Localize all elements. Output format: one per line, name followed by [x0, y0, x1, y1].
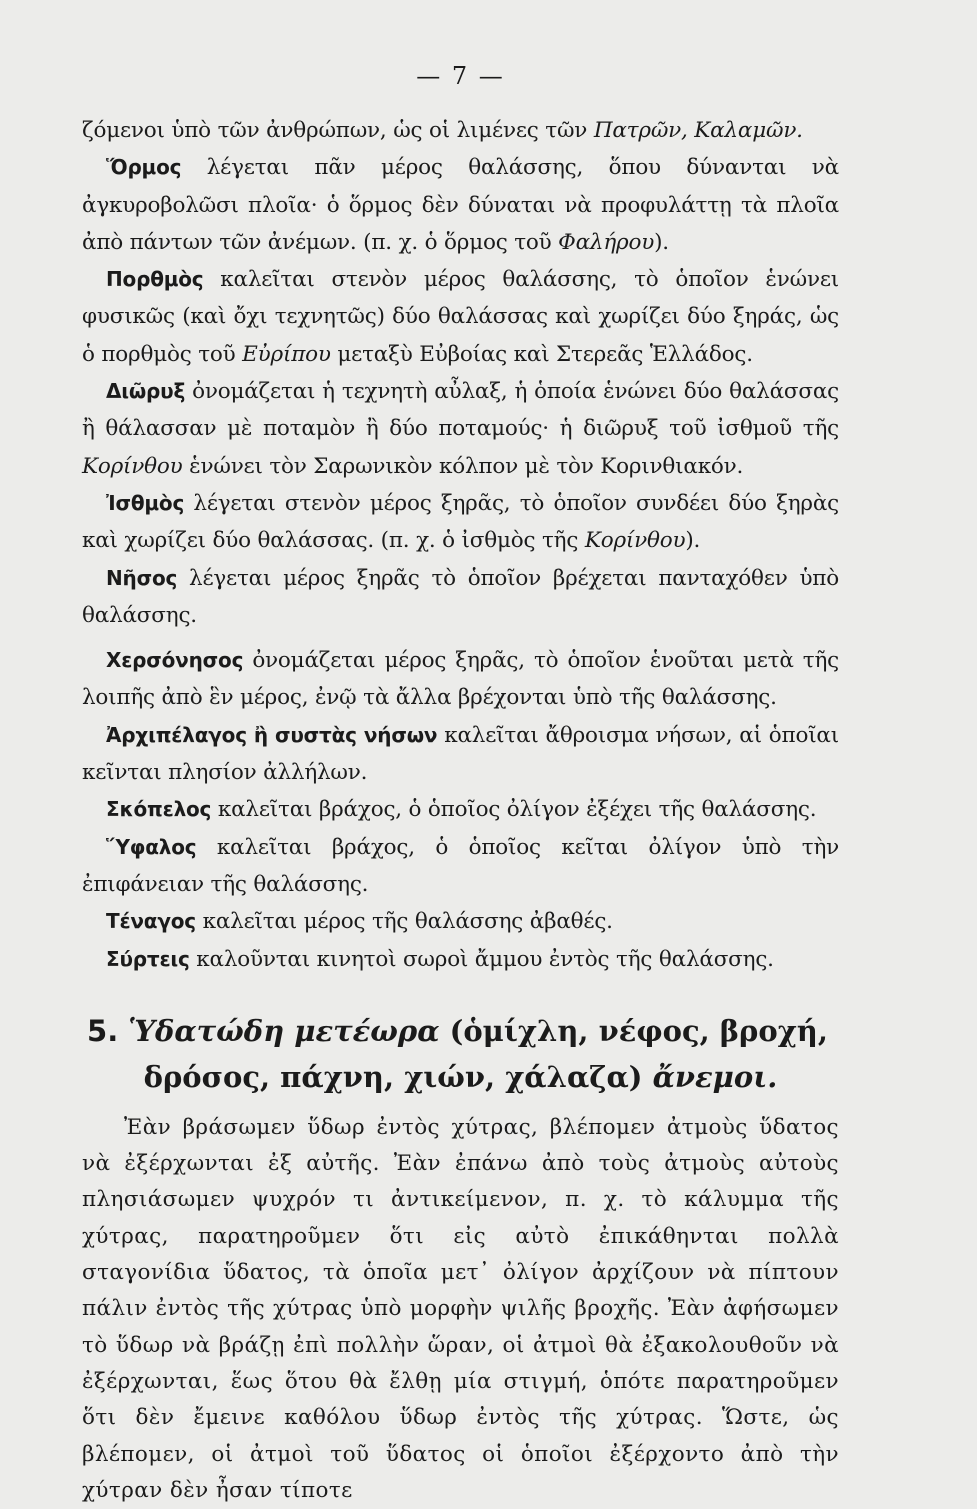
section-title-list: (ὁμίχλη, νέφος, βροχή, δρόσος, πάχνη, χιών, χάλαζα): [143, 1013, 828, 1094]
definition-paragraph: [82, 642, 839, 717]
definition-paragraph: [82, 261, 839, 373]
definition-paragraph: [82, 829, 839, 904]
place-name: Φαλήρου: [558, 229, 655, 255]
text-segment: καλεῖται στενὸν μέρος θαλάσσης, τὸ ὁποῖον ἑνώνει φυσικῶς (καὶ ὄχι τεχνητῶς) δύο θαλάσσας καὶ χωρίζει δύο ξηράς, ὡς ὁ πορθμὸς τοῦ: [82, 267, 839, 367]
text-segment: ὀνομάζεται μέρος ξηρᾶς, τὸ ὁποῖον ἑνοῦται μετὰ τῆς λοιπῆς ἀπὸ ἓν μέρος, ἐνῷ τὰ ἄλλα βρέχονται ὑπὸ τῆς θαλάσσης.: [82, 648, 839, 711]
definition-paragraph: [82, 717, 839, 792]
text-segment: ἑνώνει τὸν Σαρωνικὸν κόλπον μὲ τὸν Κορινθιακόν.: [182, 453, 744, 479]
text-segment: καλεῖται βράχος, ὁ ὁποῖος ὀλίγον ἐξέχει τῆς θαλάσσης.: [211, 797, 817, 823]
text-segment: λέγεται πᾶν μέρος θαλάσσης, ὅπου δύνανται νὰ ἀγκυροβολῶσι πλοῖα· ὁ ὅρμος δὲν δύναται νὰ προφυλάττῃ τὰ πλοῖα ἀπὸ πάντων τῶν ἀνέμων. (π. χ. ὁ ὅρμος τοῦ: [82, 155, 839, 255]
term: Σκόπελος: [106, 797, 212, 822]
term: Ἰσθμὸς: [106, 490, 185, 515]
place-name: Κορίνθου: [584, 528, 686, 554]
body-paragraph: Ἐὰν βράσωμεν ὕδωρ ἐντὸς χύτρας, βλέπομεν ἀτμοὺς ὕδατος νὰ ἐξέρχωνται ἐξ αὐτῆς. Ἐὰν ἐπάνω ἀπὸ τοὺς ἀτμοὺς αὐτοὺς πλησιάσωμεν ψυχρόν τι ἀντικείμενον, π. χ. τὸ κάλυμμα τῆς χύτρας, παρατηροῦμεν ὅτι εἰς αὐτὸ ἐπικάθηνται πολλὰ σταγονίδια ὕδατος, τὰ ὁποῖα μετ᾽ ὀλίγον ἀρχίζουν νὰ πίπτουν πάλιν ἐντὸς τῆς χύτρας ὑπὸ μορφὴν ψιλῆς βροχῆς. Ἐὰν ἀφήσωμεν τὸ ὕδωρ νὰ βράζῃ ἐπὶ πολλὴν ὥραν, οἱ ἀτμοὶ θὰ ἐξακολουθοῦν νὰ ἐξέρχωνται, ἕως ὅτου θὰ ἔλθῃ μία στιγμή, ὁπότε παρατηροῦμεν ὅτι δὲν ἔμεινε καθόλου ὕδωρ ἐντὸς τῆς χύτρας. Ὥστε, ὡς βλέπομεν, οἱ ἀτμοὶ τοῦ ὕδατος οἱ ὁποῖοι ἐξέρχοντο ἀπὸ τὴν χύτραν δὲν ἦσαν τίποτε: [82, 1114, 839, 1503]
text-segment: λέγεται στενὸν μέρος ξηρᾶς, τὸ ὁποῖον συνδέει δύο ξηρὰς καὶ χωρίζει δύο θαλάσσας. (π. χ. ὁ ἰσθμὸς τῆς: [82, 490, 839, 554]
text-segment: καλεῖται μέρος τῆς θαλάσσης ἀβαθές.: [195, 909, 613, 935]
section-title-main: Ὑδατώδη μετέωρα: [128, 1013, 440, 1048]
place-name: Πατρῶν, Καλαμῶν.: [593, 118, 803, 143]
term: Πορθμὸς: [106, 267, 204, 292]
text-segment: ζόμενοι ὑπὸ τῶν ἀνθρώπων, ὡς οἱ λιμένες τῶν: [82, 118, 594, 143]
page-number: — 7 —: [416, 62, 505, 90]
text-segment: μεταξὺ Εὐβοίας καὶ Στερεᾶς Ἑλλάδος.: [330, 341, 753, 367]
text-segment: ).: [685, 528, 701, 554]
definition-paragraph: [82, 941, 839, 978]
term: Σύρτεις: [106, 946, 190, 971]
text-segment: καλεῖται βράχος, ὁ ὁποῖος κεῖται ὀλίγον ὑπὸ τὴν ἐπιφάνειαν τῆς θαλάσσης.: [82, 834, 839, 897]
definition-paragraph: [82, 903, 839, 940]
term: Νῆσος: [106, 565, 178, 590]
definition-paragraph: [82, 560, 839, 635]
term: Ὕφαλος: [106, 834, 197, 859]
definition-paragraph: [82, 791, 839, 828]
term: Ἀρχιπέλαγος ἢ συστὰς νήσων: [106, 722, 438, 747]
text-segment: ὀνομάζεται ἡ τεχνητὴ αὖλαξ, ἡ ὁποία ἑνώνει δύο θαλάσσας ἢ θάλασσαν μὲ ποταμὸν ἢ δύο ποταμούς· ἡ διῶρυξ τοῦ ἰσθμοῦ τῆς: [82, 379, 839, 442]
section-title-end: ἄνεμοι.: [652, 1059, 778, 1094]
definitions-list: [82, 112, 839, 978]
term: Διῶρυξ: [106, 379, 186, 404]
term: Τέναγος: [106, 909, 196, 934]
section-heading: [82, 1008, 839, 1100]
definition-paragraph: [82, 112, 839, 149]
text-segment: καλεῖται ἄθροισμα νήσων, αἱ ὁποῖαι κεῖνται πλησίον ἀλλήλων.: [82, 722, 839, 786]
place-name: Κορίνθου: [82, 453, 183, 479]
term: Ὅρμος: [106, 155, 182, 180]
text-segment: ).: [654, 229, 669, 255]
definition-paragraph: [82, 485, 839, 560]
definition-paragraph: [82, 373, 839, 485]
definition-paragraph: [82, 149, 839, 261]
section-number: 5.: [87, 1013, 119, 1048]
text-segment: καλοῦνται κινητοὶ σωροὶ ἄμμου ἐντὸς τῆς θαλάσσης.: [189, 946, 774, 972]
place-name: Εὐρίπου: [242, 341, 331, 367]
term: Χερσόνησος: [106, 648, 244, 673]
text-segment: λέγεται μέρος ξηρᾶς τὸ ὁποῖον βρέχεται πανταχόθεν ὑπὸ θαλάσσης.: [82, 565, 839, 628]
